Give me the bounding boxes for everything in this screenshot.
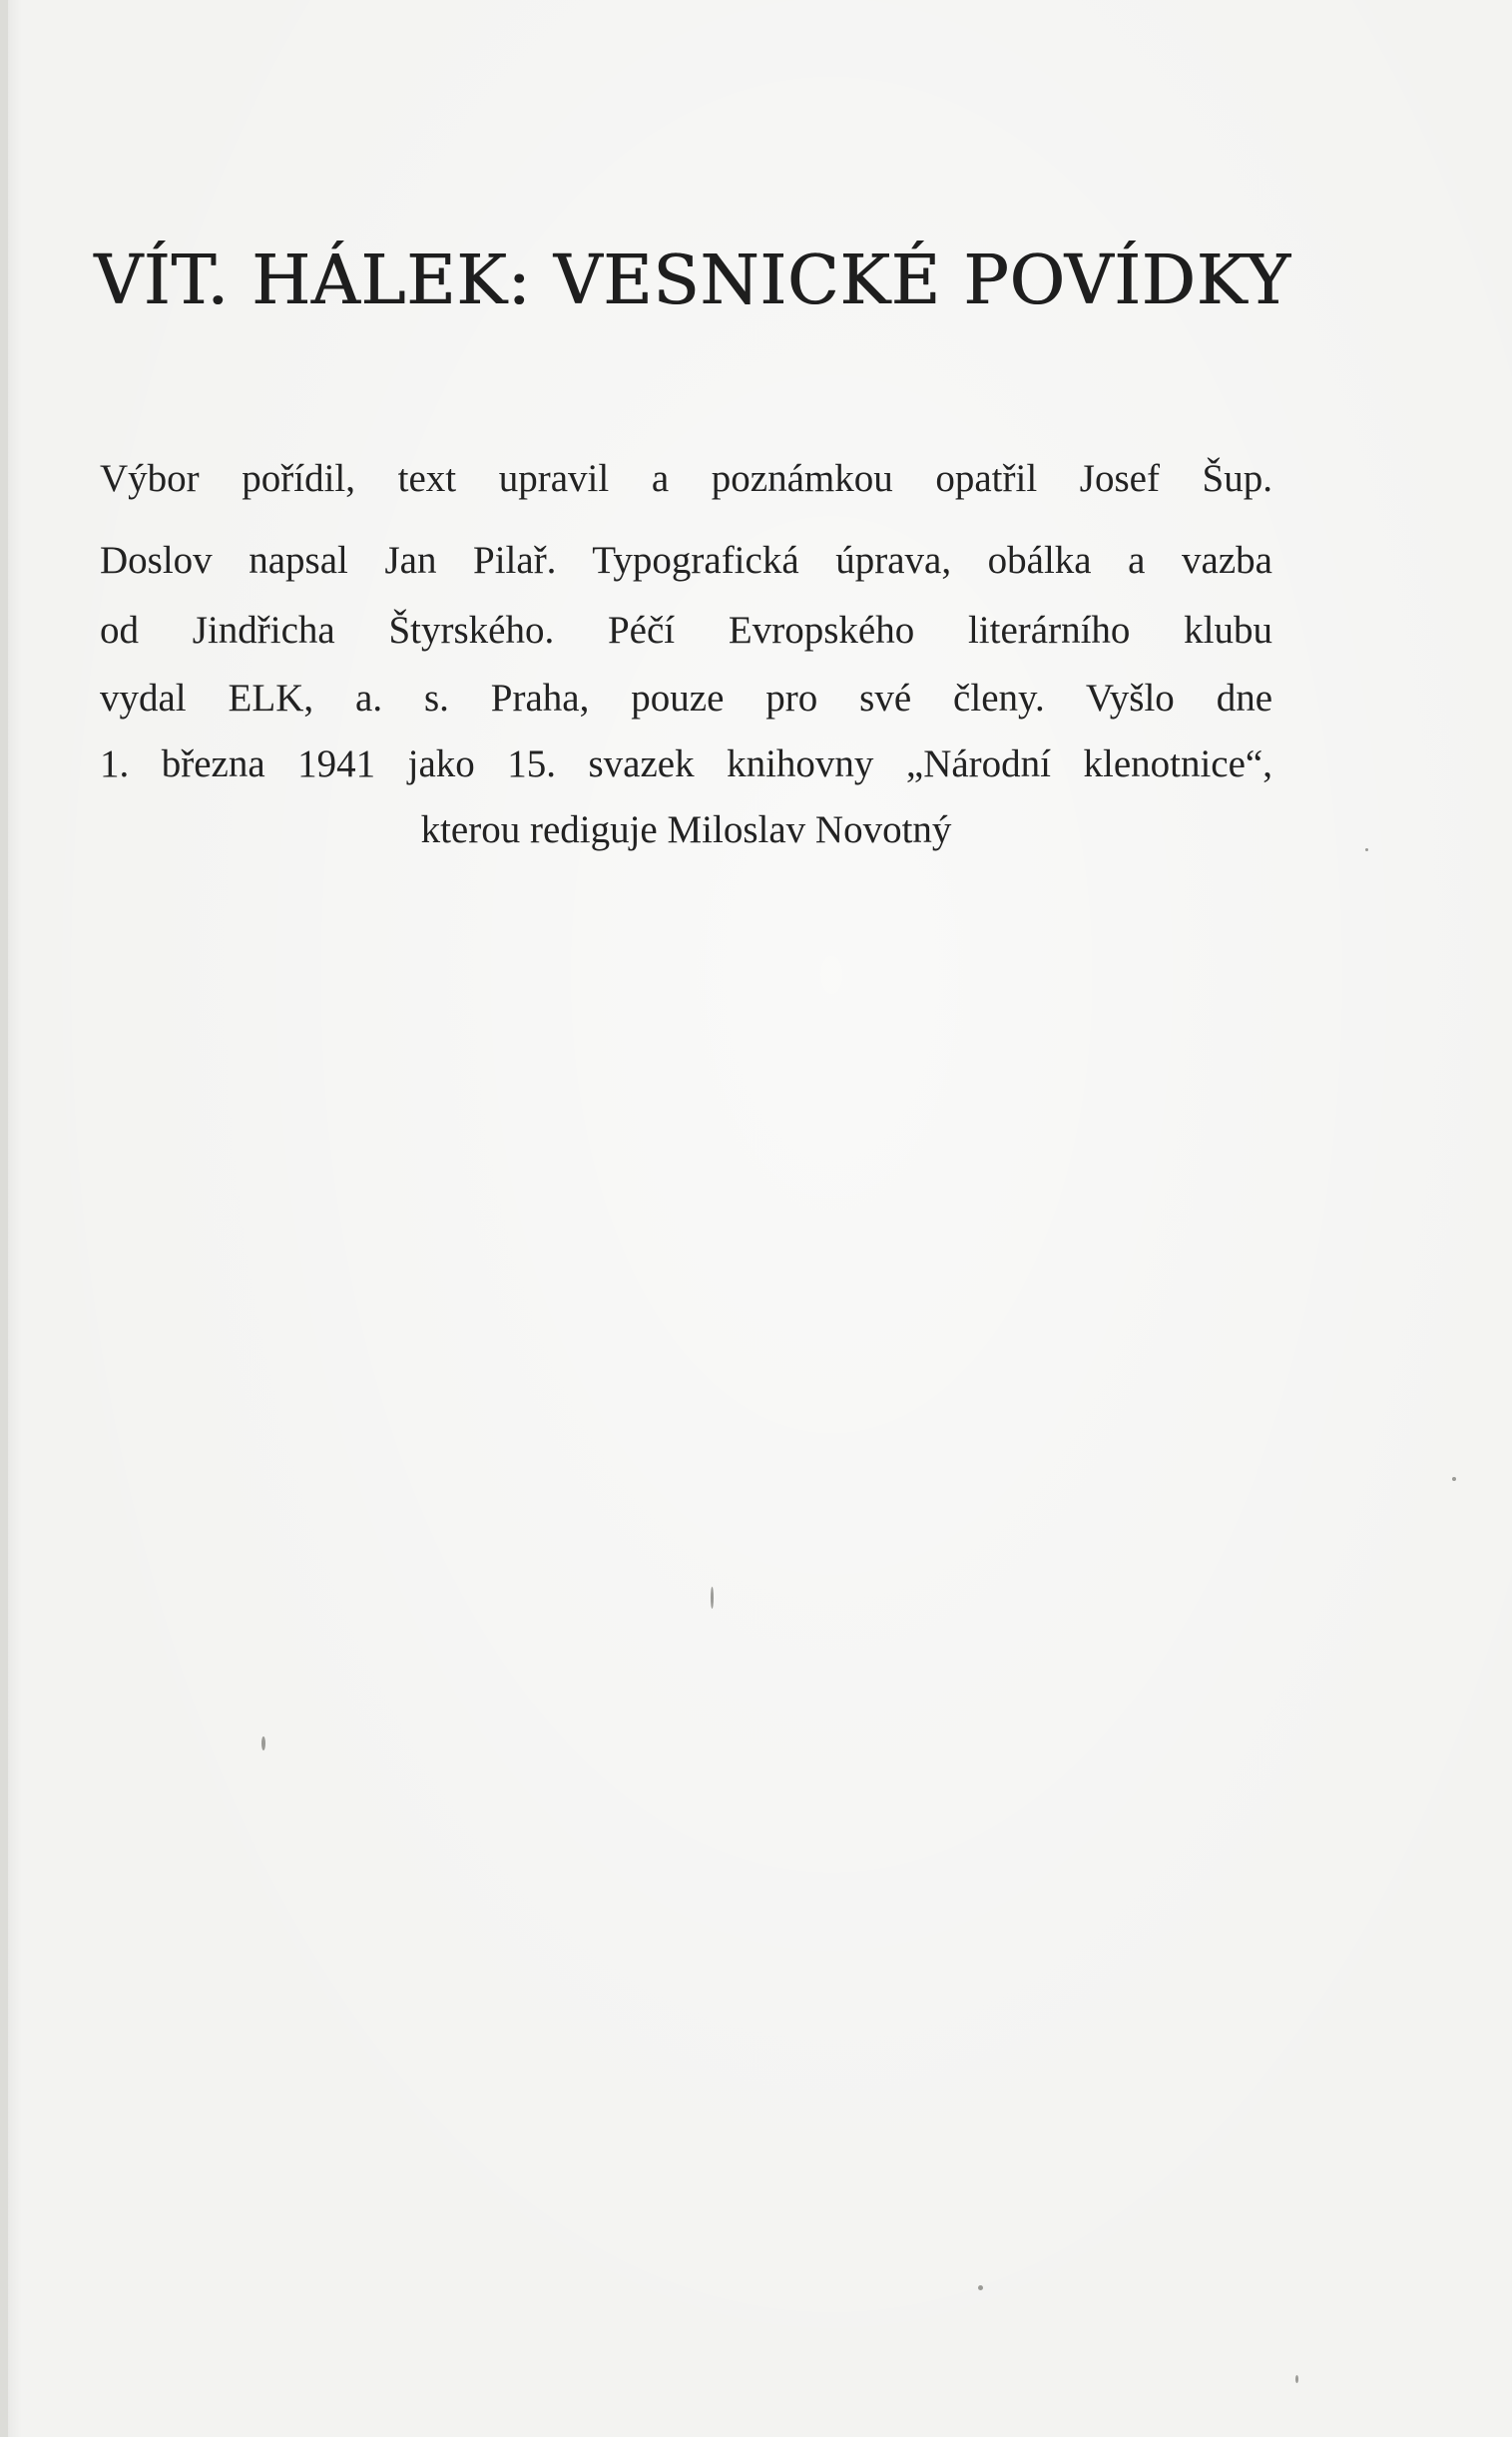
paper-speck	[1452, 1477, 1456, 1481]
paper-speck	[1295, 2375, 1298, 2383]
paper-speck	[978, 2285, 983, 2290]
colophon-line: od Jindřicha Štyrského. Péčí Evropského literárního klubu	[100, 609, 1272, 652]
colophon-line: Doslov napsal Jan Pilař. Typografická úprava, obálka a vazba	[100, 539, 1272, 582]
colophon-line: kterou rediguje Miloslav Novotný	[420, 808, 952, 851]
colophon-line: vydal ELK, a. s. Praha, pouze pro své členy. Vyšlo dne	[100, 677, 1272, 720]
page-binding-edge	[0, 0, 8, 2437]
book-title: VÍT. HÁLEK: VESNICKÉ POVÍDKY	[94, 242, 1291, 320]
paper-speck	[711, 1587, 714, 1609]
paper-speck	[261, 1736, 265, 1750]
colophon-line: Výbor pořídil, text upravil a poznámkou opatřil Josef Šup.	[100, 457, 1272, 500]
paper-speck	[1365, 848, 1368, 851]
colophon-line: 1. března 1941 jako 15. svazek knihovny „Národní klenotnice“,	[100, 742, 1272, 785]
